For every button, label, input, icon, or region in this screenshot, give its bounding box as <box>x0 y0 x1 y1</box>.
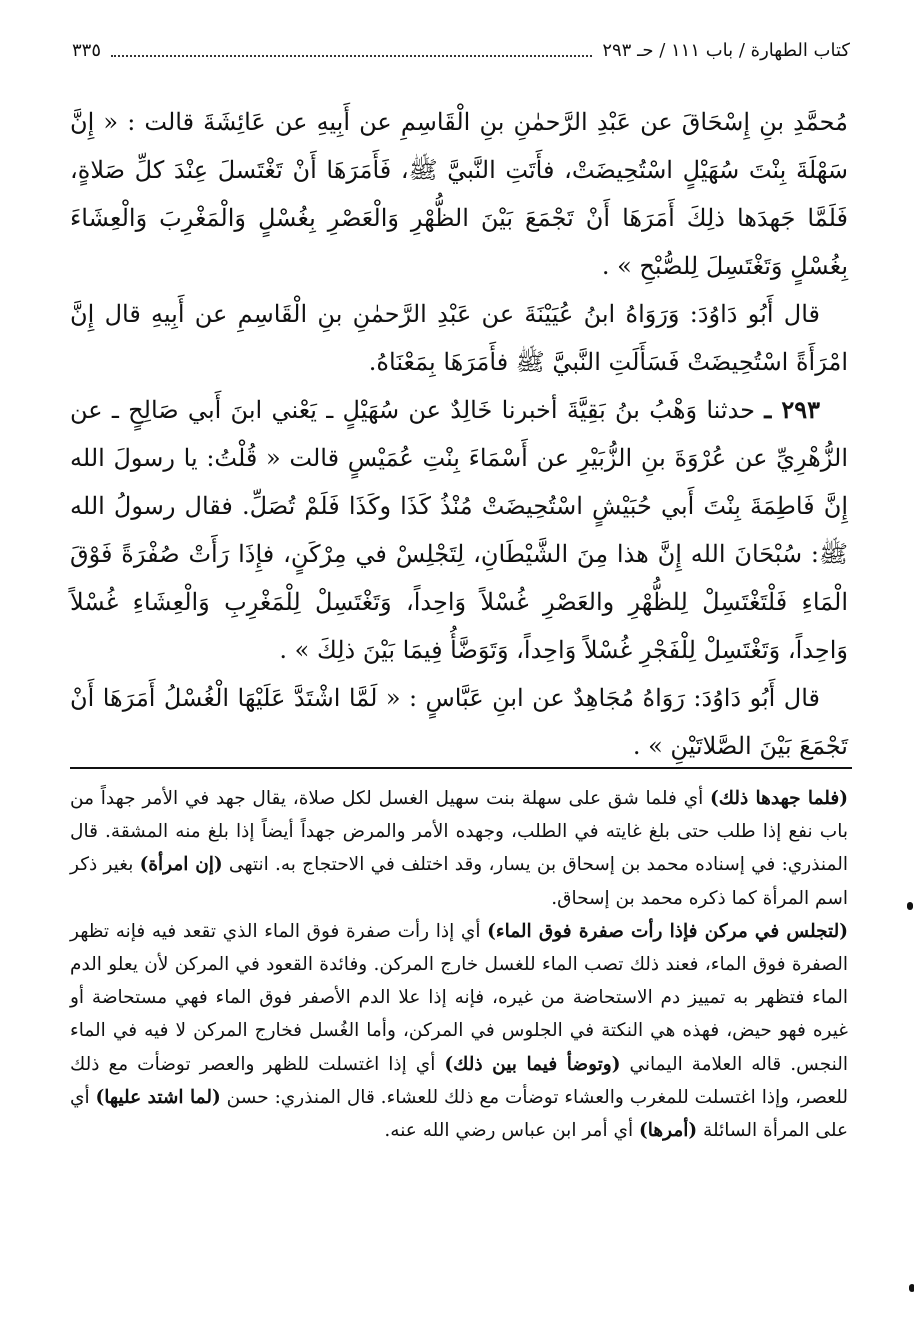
note-1-text-a: أي فلما شق على سهلة بنت سهيل الغسل لكل صلاة، يقال جهد في الأمر جهداً من باب نفع إذا طلب حتى بلغ غايته في الطلب، وجهده الأمر والمرض جهداً أيضاً إذا بلغ منه المشقة. قال المنذري: في إسناده محمد بن إسحاق بن يسار، وقد اختلف في الاحتجاج به. انتهى <box>70 788 848 876</box>
margin-mark <box>909 1284 914 1292</box>
page-number: ٣٣٥ <box>72 39 102 61</box>
margin-mark <box>907 902 913 910</box>
note-1-heading-2: (إن امرأة) <box>139 854 223 876</box>
hadith-paragraph-1: مُحمَّدِ بنِ إِسْحَاقَ عن عَبْدِ الرَّحمٰنِ بنِ الْقَاسِمِ عن أَبِيهِ عن عَائِشَةَ قالت : « إِنَّ سَهْلَةَ بِنْتَ سُهَيْلٍ اسْتُحِيضَتْ، فأَتَتِ النَّبيَّ ﷺ، فَأَمَرَهَا أَنْ تَغْتَسلَ عِنْدَ كلِّ صَلاةٍ، فَلَمَّا جَهدَها ذلِكَ أَمَرَهَا أَنْ تَجْمَعَ بَيْنَ الظُّهْرِ وَالْعَصْرِ بِغُسْلٍ وَالْمَغْرِبَ وَالْعِشَاءَ بِغُسْلٍ وَتَغْتَسِلَ لِلصُّبْحِ » . <box>70 108 848 280</box>
note-2-text-a: أي إذا رأت صفرة فوق الماء الذي تقعد فيه فإنه تظهر الصفرة فوق الماء، فعند ذلك تصب الماء للغسل خارج المركن. وفائدة القعود في المركن لأن يعلو الدم الماء فتظهر به تمييز دم الاستحاضة من غيره، فإنه إذا علا الدم الأصفر فوق الماء فهي مستحاضة أو غيره فهو حيض، فهذه هي النكتة في الجلوس في المركن، وأما الغُسل فخارج المركن لا فيه في الماء النجس. قاله العلامة اليماني <box>70 920 848 1075</box>
note-paragraph-2 <box>70 915 848 1147</box>
note-2-heading-3: (لما اشتد عليها) <box>95 1086 221 1108</box>
commentary-notes <box>70 782 848 1147</box>
hadith-paragraph-2: قال أَبُو دَاوُدَ: وَرَوَاهُ ابنُ عُيَيْنَةَ عن عَبْدِ الرَّحمٰنِ بنِ الْقَاسِمِ عن أَبِيهِ قال إِنَّ امْرَأَةً اسْتُحِيضَتْ فَسَأَلَتِ النَّبيَّ ﷺ فأَمَرَهَا بِمَعْنَاهُ. <box>70 300 848 376</box>
note-2-text-c: أي على المرأة السائلة <box>70 1086 848 1142</box>
running-header <box>72 30 850 70</box>
hadith-number: ٢٩٣ ـ <box>764 395 820 424</box>
hadith-paragraph-3 <box>70 386 848 674</box>
note-2-text-b: أي إذا اغتسلت للظهر والعصر توضأت مع ذلك للعصر، وإذا اغتسلت للمغرب والعشاء توضأت مع ذلك للعشاء. قال المنذري: حسن <box>70 1053 848 1108</box>
hadith-3-text: حدثنا وَهْبُ بنُ بَقِيَّةَ أخبرنا خَالِدٌ عن سُهَيْلٍ ـ يَعْني ابنَ أَبي صَالِحٍ ـ عن الزُّهْرِيِّ عن عُرْوَةَ بنِ الزُّبَيْرِ عن أَسْمَاءَ بِنْتِ عُمَيْسٍ قالت « قُلْتُ: يا رسولَ الله إِنَّ فَاطِمَةَ بِنْتَ أَبي حُبَيْشٍ اسْتُحِيضَتْ مُنْذُ كَذَا وكَذَا فَلَمْ تُصَلِّ. فقال رسولُ الله ﷺ: سُبْحَانَ الله إِنَّ هذا مِنَ الشَّيْطَانِ، لِتَجْلِسْ في مِرْكَنٍ، فإِذَا رَأَتْ صُفْرَةً فَوْقَ الْمَاءِ فَلْتَغْتَسِلْ لِلظُّهْرِ والعَصْرِ غُسْلاً وَاحِداً، وَتَغْتَسِلْ لِلْمَغْرِبِ وَالْعِشَاءِ غُسْلاً وَاحِداً، وَتَغْتَسِلْ لِلْفَجْرِ غُسْلاً وَاحِداً، وَتَوَضَّأُ فِيمَا بَيْنَ ذلِكَ » . <box>70 396 848 664</box>
hadith-text <box>70 98 848 770</box>
dotted-leader <box>111 35 592 57</box>
hadith-paragraph-4: قال أَبُو دَاوُدَ: رَوَاهُ مُجَاهِدٌ عن ابنِ عَبَّاسٍ : « لَمَّا اشْتَدَّ عَلَيْهَا الْغُسْلُ أَمَرَهَا أَنْ تَجْمَعَ بَيْنَ الصَّلاتَيْنِ » . <box>70 684 848 760</box>
note-2-text-d: أي أمر ابن عباس رضي الله عنه. <box>384 1120 639 1142</box>
note-1-heading: (فلما جهدها ذلك) <box>709 788 848 809</box>
note-2-heading: (لتجلس في مركن فإذا رأت صفرة فوق الماء) <box>487 920 848 942</box>
note-2-heading-4: (أمرها) <box>638 1120 698 1142</box>
footnote-divider <box>70 767 852 769</box>
note-1-text-b: بغير ذكر اسم المرأة كما ذكره محمد بن إسحاق. <box>70 854 848 909</box>
note-2-heading-2: (وتوضأ فيما بين ذلك) <box>444 1053 621 1075</box>
book-title: كتاب الطهارة / باب ١١١ / حـ ٢٩٣ <box>602 39 850 61</box>
note-paragraph-1 <box>70 782 848 915</box>
